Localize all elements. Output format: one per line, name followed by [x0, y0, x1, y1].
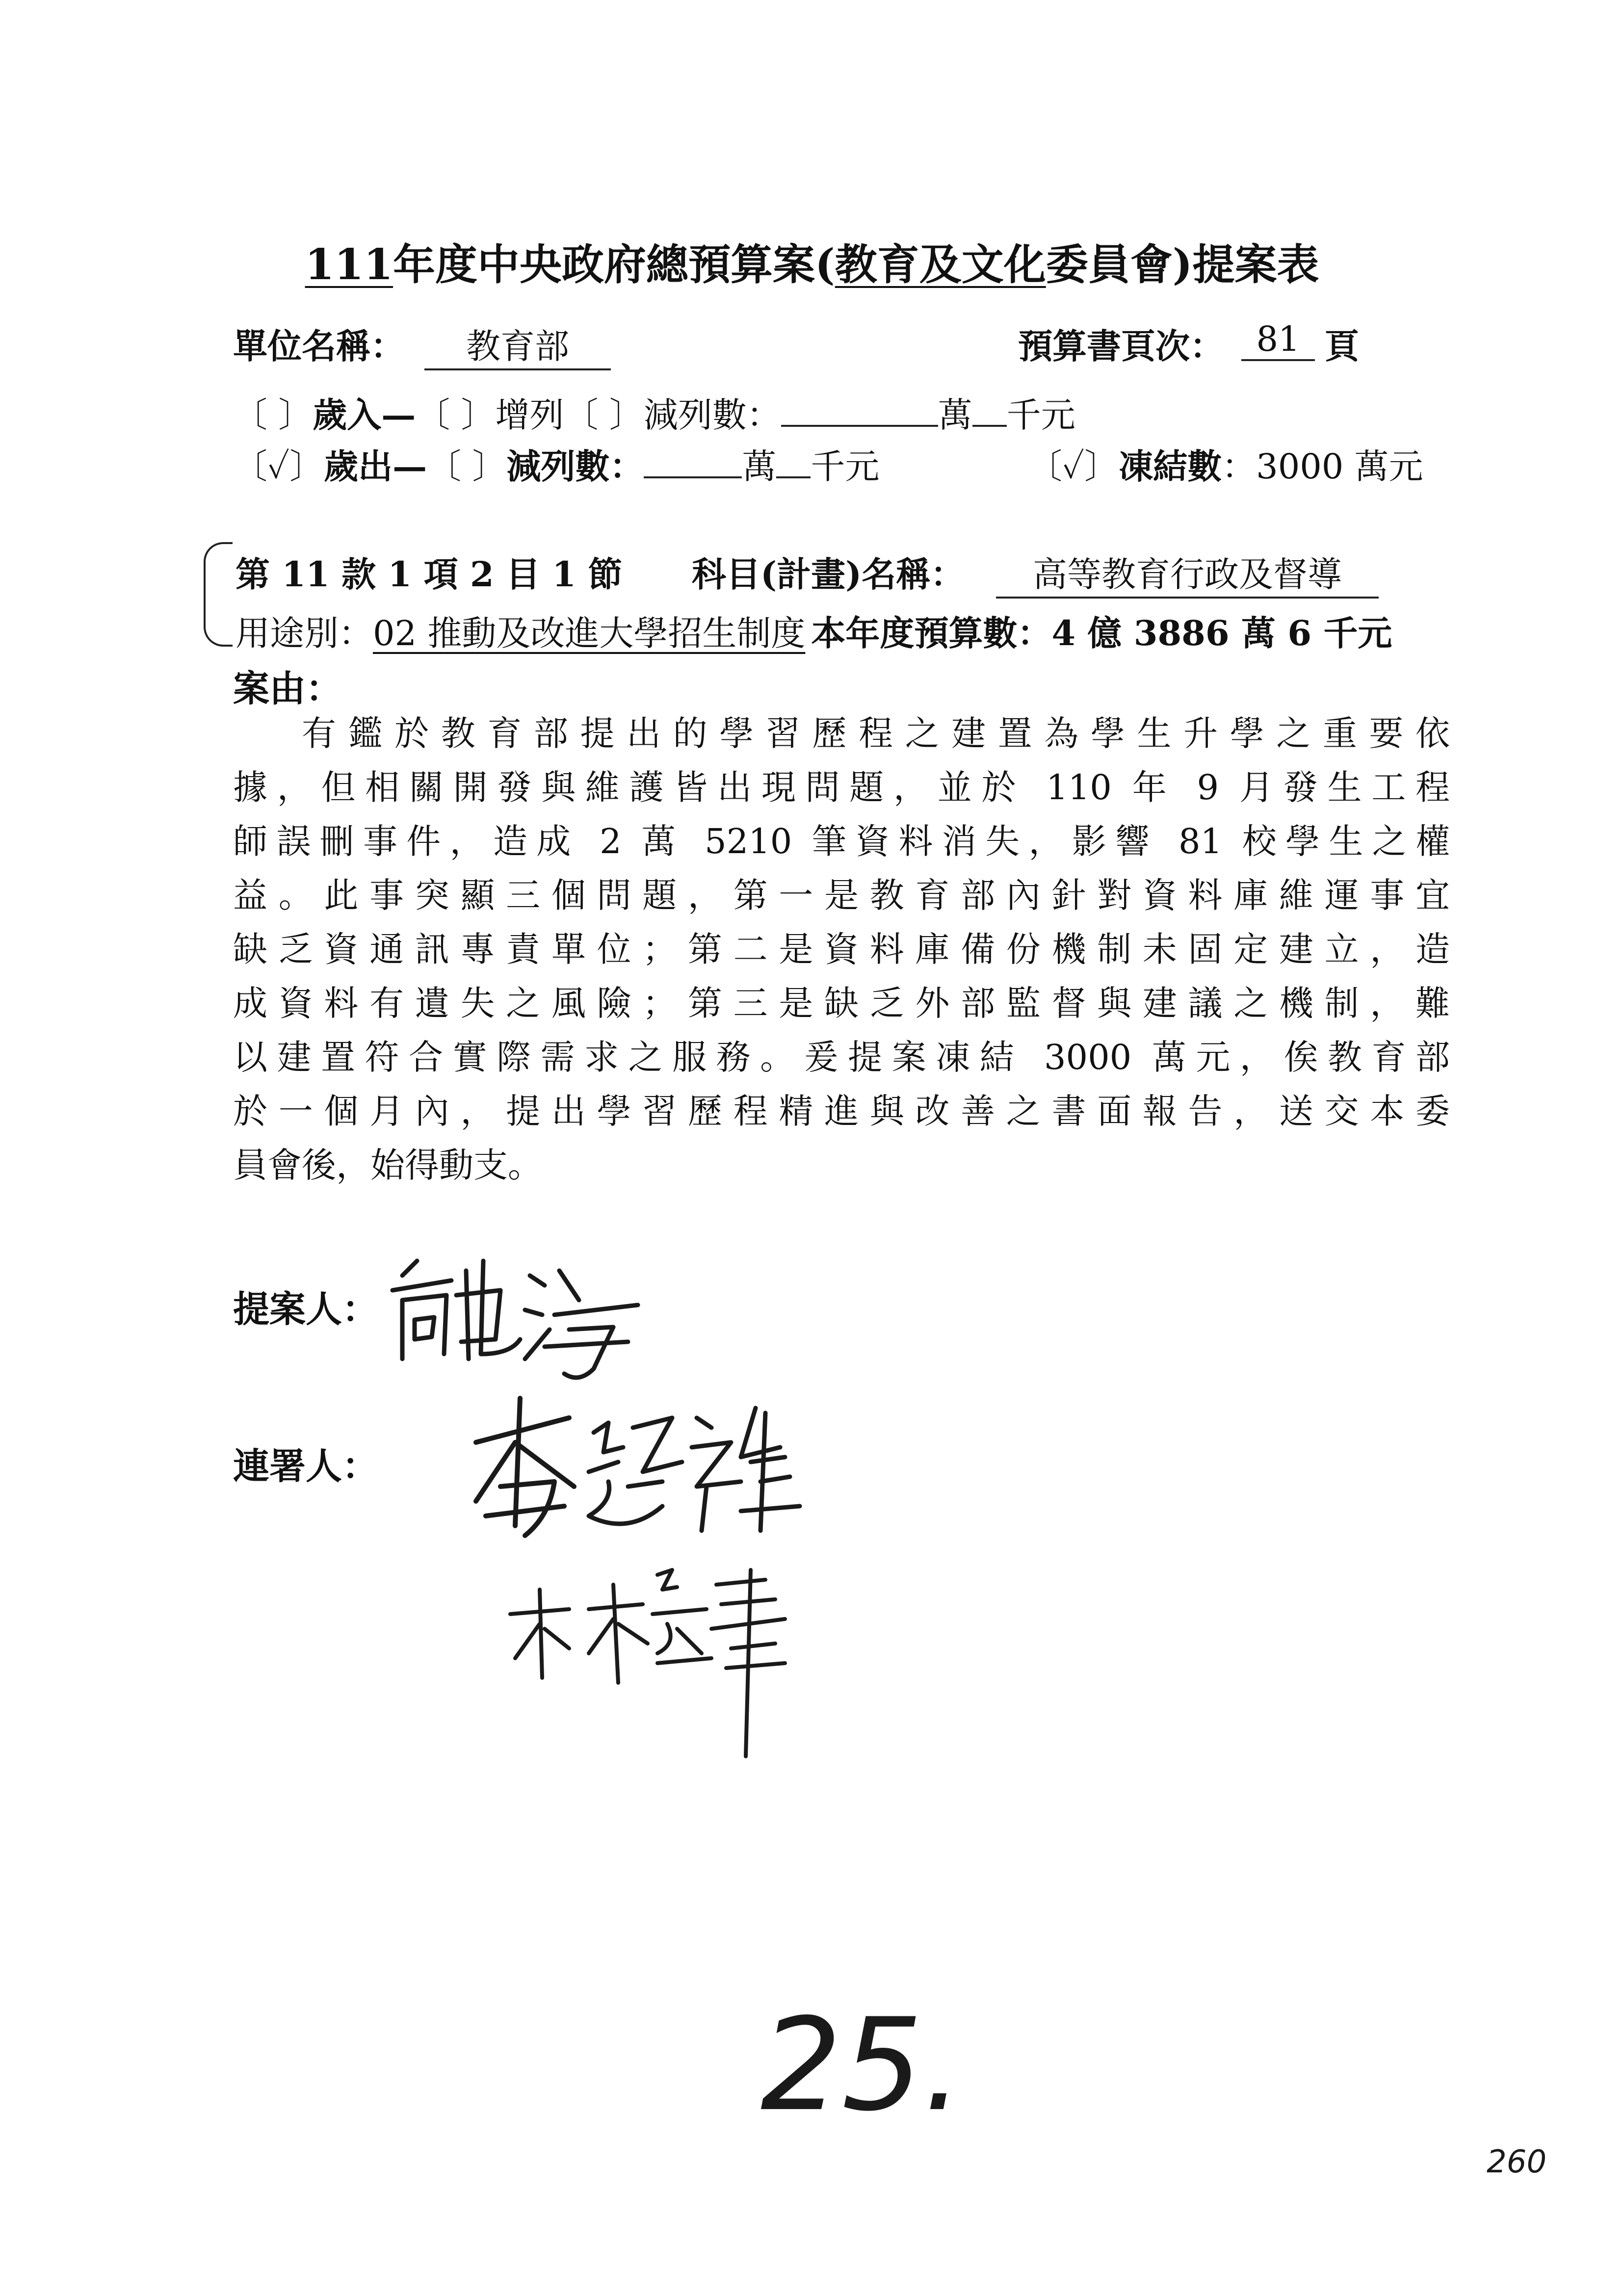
cosigner-signature-1 [466, 1388, 819, 1555]
expenditure-wan-unit: 萬 [742, 446, 777, 487]
case-line: 缺乏資通訊專責單位；第二是資料庫備份機制未固定建立，造 [233, 929, 1450, 969]
expenditure-qian-blank [776, 447, 811, 478]
section-bracket [204, 542, 233, 647]
subject-value: 高等教育行政及督導 [996, 547, 1379, 599]
expenditure-wan-blank [644, 447, 742, 478]
title-text-2: 委員會)提案表 [1046, 240, 1319, 289]
case-line: 益。此事突顯三個問題，第一是教育部內針對資料庫維運事宜 [233, 875, 1450, 915]
case-line: 據，但相關開發與維護皆出現問題，並於 110 年 9 月發生工程 [233, 767, 1450, 808]
freeze-value: ：3000 萬元 [1222, 446, 1423, 487]
title-text-1: 年度中央政府總預算案( [393, 240, 835, 289]
revenue-decrease-label: 減列數： [643, 395, 781, 435]
subject-label: 科目(計畫)名稱： [692, 554, 965, 595]
revenue-increase-label: 增列 [495, 395, 564, 435]
revenue-qian-blank [972, 395, 1007, 427]
cosigner-label: 連署人： [233, 1445, 378, 1487]
form-title [0, 231, 1624, 291]
title-year: 111 [305, 240, 393, 289]
page-ref-suffix: 頁 [1325, 326, 1359, 366]
expenditure-checkbox: 〔✓〕 [233, 446, 324, 487]
usage-label: 用途別： [236, 613, 373, 653]
case-line: 員會後，始得動支。 [233, 1145, 542, 1185]
usage-row [236, 606, 1392, 655]
proposer-label: 提案人： [233, 1288, 378, 1331]
revenue-increase-checkbox: 〔 〕 [416, 395, 496, 435]
title-committee: 教育及文化 [835, 240, 1046, 289]
section-code: 第 11 款 1 項 2 目 1 節 [236, 554, 623, 595]
freeze-row [1028, 439, 1423, 489]
budget-value: 4 億 3886 萬 6 千元 [1051, 613, 1392, 653]
revenue-row [233, 388, 1075, 437]
expenditure-label: 歲出— [324, 446, 427, 487]
case-line: 成資料有遺失之風險；第三是缺乏外部監督與建議之機制，難 [233, 983, 1450, 1023]
page-ref-value: 81 [1241, 319, 1315, 361]
handwritten-number: 25. [760, 1991, 964, 2139]
unit-value: 教育部 [424, 319, 611, 370]
expenditure-row [233, 439, 879, 489]
revenue-wan-blank [781, 395, 938, 427]
cosigner-signature-2 [500, 1560, 805, 1766]
unit-label: 單位名稱： [233, 326, 405, 366]
case-line: 師誤刪事件，造成 2 萬 5210 筆資料消失，影響 81 校學生之權 [233, 821, 1450, 861]
usage-value: 02 推動及改進大學招生制度 [373, 613, 806, 653]
case-heading: 案由： [233, 668, 342, 710]
case-body [233, 706, 1450, 1192]
revenue-wan-unit: 萬 [938, 395, 972, 435]
case-line: 於一個月內，提出學習歷程精進與改善之書面報告，送交本委 [233, 1091, 1450, 1131]
revenue-checkbox: 〔 〕 [233, 395, 313, 435]
revenue-label: 歲入— [313, 394, 416, 435]
expenditure-qian-unit: 千元 [811, 446, 880, 487]
revenue-qian-unit: 千元 [1006, 395, 1075, 435]
case-line: 以建置符合實際需求之服務。爰提案凍結 3000 萬元，俟教育部 [233, 1037, 1450, 1077]
expenditure-decrease-label: 減列數： [506, 446, 644, 487]
case-line: 有鑑於教育部提出的學習歷程之建置為學生升學之重要依 [302, 713, 1450, 754]
freeze-checkbox: 〔✓〕 [1028, 446, 1119, 487]
freeze-label: 凍結數 [1119, 446, 1222, 487]
revenue-decrease-checkbox: 〔 〕 [564, 395, 644, 435]
expenditure-decrease-checkbox: 〔 〕 [427, 446, 507, 487]
budget-label: 本年度預算數： [811, 613, 1052, 653]
page-number: 260 [1487, 2144, 1547, 2180]
page-ref-label: 預算書頁次： [1018, 326, 1224, 366]
proposer-signature [383, 1241, 657, 1388]
